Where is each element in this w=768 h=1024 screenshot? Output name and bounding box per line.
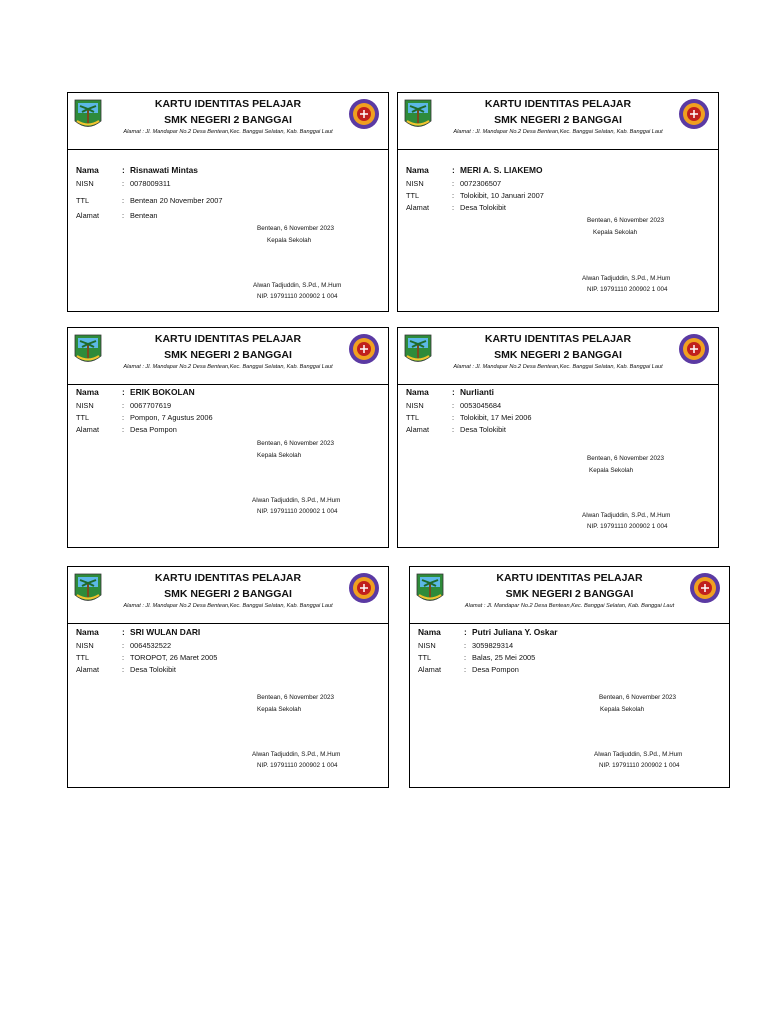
card-header	[68, 93, 388, 150]
sign-place-date: Bentean, 6 November 2023	[257, 694, 335, 701]
card-title: KARTU IDENTITAS PELAJAR	[154, 333, 302, 345]
nisn-row	[406, 179, 501, 188]
separator: :	[122, 653, 125, 662]
student-id-card	[397, 92, 719, 312]
sign-place-date: Bentean, 6 November 2023	[587, 455, 665, 462]
school-name: SMK NEGERI 2 BANGGAI	[164, 114, 292, 126]
separator: :	[122, 387, 125, 397]
school-name: SMK NEGERI 2 BANGGAI	[494, 349, 622, 361]
regency-emblem-icon	[74, 334, 102, 368]
name-row	[418, 627, 558, 637]
address-row	[76, 211, 158, 220]
name-label: Nama	[76, 165, 99, 175]
sign-role: Kepala Sekolah	[593, 229, 638, 236]
name-row	[406, 165, 543, 175]
nisn-value: 0072306507	[460, 179, 502, 188]
name-label: Nama	[418, 627, 441, 637]
card-header	[68, 328, 388, 385]
address-value: Desa Pompon	[130, 425, 177, 434]
address-value: Desa Tolokibit	[130, 665, 176, 674]
card-title: KARTU IDENTITAS PELAJAR	[154, 572, 302, 584]
address-row	[406, 425, 506, 434]
ttl-row	[418, 653, 535, 662]
address-label: Alamat	[76, 665, 100, 674]
school-name: SMK NEGERI 2 BANGGAI	[164, 349, 292, 361]
student-name: Nurlianti	[460, 387, 494, 397]
principal-name: Alwan Tadjuddin, S.Pd., M.Hum	[582, 275, 671, 282]
address-label: Alamat	[76, 211, 100, 220]
address-label: Alamat	[406, 203, 430, 212]
principal-nip: NIP. 19791110 200902 1 004	[599, 762, 680, 769]
ttl-value: Tolokibit, 17 Mei 2006	[460, 413, 532, 422]
address-row	[76, 425, 177, 434]
nisn-value: 3059829314	[472, 641, 514, 650]
card-header	[68, 567, 388, 624]
nisn-row	[76, 179, 171, 188]
separator: :	[122, 401, 125, 410]
sign-role: Kepala Sekolah	[257, 706, 302, 713]
ttl-label: TTL	[76, 653, 90, 662]
ttl-label: TTL	[406, 413, 420, 422]
school-address: Alamat : Jl. Mandapar No.2 Desa Bentean,Kec. Banggai Selatan, Kab. Banggai Laut	[464, 603, 675, 609]
principal-nip: NIP. 19791110 200902 1 004	[587, 286, 668, 293]
sign-place-date: Bentean, 6 November 2023	[599, 694, 677, 701]
sign-role: Kepala Sekolah	[600, 706, 645, 713]
separator: :	[452, 179, 455, 188]
separator: :	[122, 211, 125, 220]
separator: :	[122, 196, 125, 205]
name-label: Nama	[76, 387, 99, 397]
card-title: KARTU IDENTITAS PELAJAR	[484, 98, 632, 110]
card-title: KARTU IDENTITAS PELAJAR	[154, 98, 302, 110]
separator: :	[452, 387, 455, 397]
school-name: SMK NEGERI 2 BANGGAI	[505, 588, 634, 600]
name-row	[76, 627, 200, 637]
separator: :	[122, 641, 125, 650]
card-header	[398, 93, 718, 150]
separator: :	[122, 627, 125, 637]
ttl-label: TTL	[406, 191, 420, 200]
address-label: Alamat	[406, 425, 430, 434]
school-address: Alamat : Jl. Mandapar No.2 Desa Bentean,Kec. Banggai Selatan, Kab. Banggai Laut	[123, 603, 333, 609]
address-value: Desa Pompon	[472, 665, 519, 674]
principal-name: Alwan Tadjuddin, S.Pd., M.Hum	[252, 751, 341, 758]
separator: :	[122, 165, 125, 175]
school-address: Alamat : Jl. Mandapar No.2 Desa Bentean,Kec. Banggai Selatan, Kab. Banggai Laut	[123, 364, 333, 370]
principal-nip: NIP. 19791110 200902 1 004	[257, 762, 338, 769]
ttl-row	[76, 196, 222, 205]
ttl-label: TTL	[76, 196, 90, 205]
separator: :	[122, 425, 125, 434]
nisn-value: 0064532522	[130, 641, 172, 650]
name-row	[406, 387, 494, 397]
ttl-value: Bentean 20 November 2007	[130, 196, 223, 205]
ttl-label: TTL	[76, 413, 90, 422]
card-header	[398, 328, 718, 385]
name-label: Nama	[406, 387, 429, 397]
student-name: Risnawati Mintas	[130, 165, 198, 175]
school-seal-icon	[348, 97, 380, 131]
nisn-value: 0078009311	[130, 179, 171, 188]
regency-emblem-icon	[74, 99, 102, 133]
address-row	[418, 665, 519, 674]
principal-name: Alwan Tadjuddin, S.Pd., M.Hum	[582, 512, 671, 519]
student-id-card	[67, 92, 389, 312]
address-value: Desa Tolokibit	[460, 425, 506, 434]
card-title: KARTU IDENTITAS PELAJAR	[484, 333, 632, 345]
address-value: Bentean	[130, 211, 158, 220]
nisn-value: 0067707619	[130, 401, 172, 410]
nisn-label: NISN	[76, 641, 94, 650]
ttl-row	[76, 413, 213, 422]
ttl-label: TTL	[418, 653, 432, 662]
ttl-row	[406, 191, 544, 200]
card-header	[410, 567, 729, 624]
student-name: ERIK BOKOLAN	[130, 387, 195, 397]
separator: :	[464, 665, 467, 674]
school-seal-icon	[678, 332, 710, 366]
separator: :	[452, 165, 455, 175]
separator: :	[122, 665, 125, 674]
school-address: Alamat : Jl. Mandapar No.2 Desa Bentean,Kec. Banggai Selatan, Kab. Banggai Laut	[123, 129, 333, 135]
card-title: KARTU IDENTITAS PELAJAR	[496, 572, 643, 584]
name-row	[76, 387, 195, 397]
name-label: Nama	[406, 165, 429, 175]
student-id-card	[409, 566, 730, 788]
separator: :	[452, 191, 455, 200]
principal-name: Alwan Tadjuddin, S.Pd., M.Hum	[252, 497, 341, 504]
principal-nip: NIP. 19791110 200902 1 004	[257, 508, 338, 515]
student-id-card	[67, 327, 389, 548]
regency-emblem-icon	[404, 99, 432, 133]
ttl-value: Tolokibit, 10 Januari 2007	[460, 191, 544, 200]
sign-role: Kepala Sekolah	[257, 452, 302, 459]
address-label: Alamat	[76, 425, 100, 434]
school-address: Alamat : Jl. Mandapar No.2 Desa Bentean,Kec. Banggai Selatan, Kab. Banggai Laut	[453, 129, 663, 135]
separator: :	[122, 179, 125, 188]
principal-nip: NIP. 19791110 200902 1 004	[257, 293, 338, 300]
nisn-value: 0053045684	[460, 401, 502, 410]
school-seal-icon	[348, 571, 380, 605]
regency-emblem-icon	[416, 573, 444, 607]
nisn-label: NISN	[406, 401, 424, 410]
ttl-row	[76, 653, 217, 662]
name-label: Nama	[76, 627, 99, 637]
separator: :	[452, 401, 455, 410]
address-row	[406, 203, 506, 212]
student-name: SRI WULAN DARI	[130, 627, 201, 637]
sign-place-date: Bentean, 6 November 2023	[257, 225, 335, 232]
separator: :	[452, 425, 455, 434]
ttl-row	[406, 413, 531, 422]
principal-nip: NIP. 19791110 200902 1 004	[587, 523, 668, 530]
nisn-label: NISN	[418, 641, 436, 650]
nisn-row	[406, 401, 501, 410]
ttl-value: Balas, 25 Mei 2005	[472, 653, 536, 662]
nisn-row	[76, 401, 171, 410]
nisn-label: NISN	[76, 179, 94, 188]
nisn-row	[418, 641, 513, 650]
student-name: MERI A. S. LIAKEMO	[460, 165, 543, 175]
ttl-value: TOROPOT, 26 Maret 2005	[130, 653, 218, 662]
school-seal-icon	[348, 332, 380, 366]
sign-place-date: Bentean, 6 November 2023	[587, 217, 665, 224]
address-row	[76, 665, 176, 674]
sign-place-date: Bentean, 6 November 2023	[257, 440, 335, 447]
nisn-label: NISN	[406, 179, 424, 188]
school-name: SMK NEGERI 2 BANGGAI	[494, 114, 622, 126]
principal-name: Alwan Tadjuddin, S.Pd., M.Hum	[594, 751, 683, 758]
separator: :	[452, 203, 455, 212]
student-name: Putri Juliana Y. Oskar	[472, 627, 558, 637]
sign-role: Kepala Sekolah	[589, 467, 634, 474]
student-id-card	[397, 327, 719, 548]
separator: :	[122, 413, 125, 422]
nisn-label: NISN	[76, 401, 94, 410]
school-address: Alamat : Jl. Mandapar No.2 Desa Bentean,Kec. Banggai Selatan, Kab. Banggai Laut	[453, 364, 663, 370]
separator: :	[464, 653, 467, 662]
school-seal-icon	[678, 97, 710, 131]
principal-name: Alwan Tadjuddin, S.Pd., M.Hum	[253, 282, 342, 289]
separator: :	[464, 641, 467, 650]
school-seal-icon	[689, 571, 721, 605]
regency-emblem-icon	[74, 573, 102, 607]
student-id-card	[67, 566, 389, 788]
school-name: SMK NEGERI 2 BANGGAI	[164, 588, 292, 600]
separator: :	[452, 413, 455, 422]
name-row	[76, 165, 198, 175]
address-label: Alamat	[418, 665, 442, 674]
regency-emblem-icon	[404, 334, 432, 368]
sign-role: Kepala Sekolah	[267, 237, 312, 244]
separator: :	[464, 627, 467, 637]
nisn-row	[76, 641, 171, 650]
ttl-value: Pompon, 7 Agustus 2006	[130, 413, 213, 422]
address-value: Desa Tolokibit	[460, 203, 506, 212]
